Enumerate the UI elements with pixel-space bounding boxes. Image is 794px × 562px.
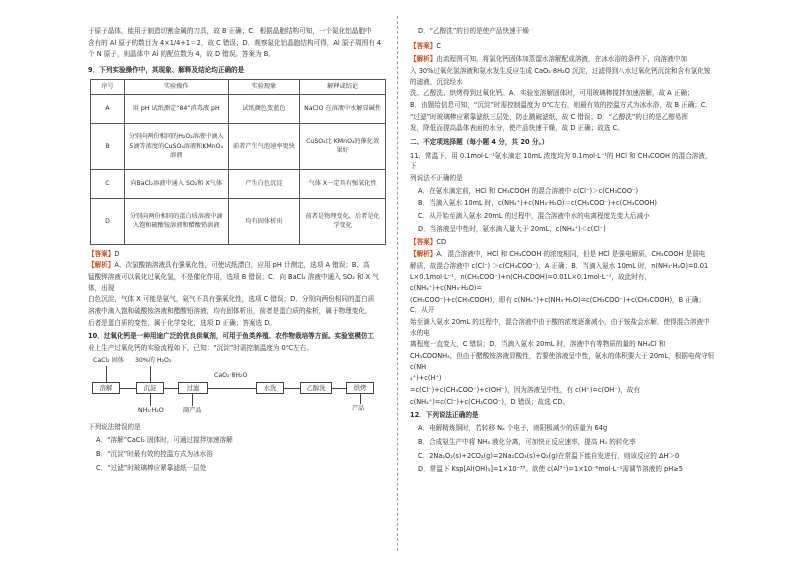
q11-analysis-line: ₄⁺)+c(H⁺) bbox=[410, 374, 442, 383]
answer-tag: 【答案】 bbox=[410, 41, 437, 50]
table-cell: 分别向两份相同的H₂O₂溶液中滴入5滴等浓度的CuSO₄溶液和KMnO₄溶液 bbox=[124, 123, 228, 169]
table-cell: 前者是物理变化，后者是化学变化 bbox=[300, 198, 386, 244]
table-cell: NaClO 在溶液中水解显碱性 bbox=[300, 94, 386, 123]
q10-question: 下列说法错误的是 bbox=[88, 422, 141, 431]
flow-connector bbox=[120, 388, 136, 389]
flow-step-box: 乙醇洗 bbox=[300, 382, 332, 394]
flow-input-label: 30%的 H₂O₂ bbox=[135, 356, 172, 364]
table-cell: CuSO₄比 KMnO₄的催化效果好 bbox=[300, 123, 386, 169]
answer-value: C bbox=[436, 41, 441, 50]
q9-stem: 9．下列实验操作中，其现象、解释及结论均正确的是 bbox=[88, 66, 245, 75]
q12-option: D．常温下 Ksp[Al(OH)₃]=1×10⁻³³。欲使 c(Al³⁺)=1×10⁻⁶mol·L⁻¹需调节溶液的 pH≥5 bbox=[418, 465, 683, 474]
table-cell: 前者产生气泡速率更快 bbox=[228, 123, 300, 169]
analysis-tag: 【解析】 bbox=[410, 55, 437, 64]
q11-option: A．在氨水滴定前，HCl 和 CH₃COOH 的混合溶液中 c(Cl⁻)＞c(CH₃COO⁻) bbox=[418, 186, 639, 195]
q10-analysis-line: 入 30%过氧化氢溶液和氨水发生反应生成 CaO₂·8H₂O 沉淀，过滤得到八水过氧化钙沉淀和含有氯化铵的滤液，沉淀经水 bbox=[410, 67, 711, 86]
table-header-cell: 解释或结论 bbox=[300, 79, 386, 94]
table-header-cell: 实验操作 bbox=[124, 79, 228, 94]
table-cell: 产生白色沉淀 bbox=[228, 169, 300, 198]
flow-arrow bbox=[150, 394, 151, 406]
q11-stem-line: 列说法不正确的是 bbox=[410, 174, 463, 183]
q8-tail-line: 个 N 原子，则晶体中 Al 的配位数为 4，故 D 错误。答案为 B。 bbox=[88, 50, 275, 59]
table-row bbox=[91, 94, 386, 123]
table-cell: 向BaCl₂溶液中通入 SO₂和 X气体 bbox=[124, 169, 228, 198]
flow-step-box: 水洗 bbox=[256, 382, 284, 394]
analysis-tag: 【解析】 bbox=[88, 261, 115, 270]
flow-connector bbox=[332, 388, 346, 389]
q11-option: D．当溶液呈中性时，氨水滴入量大于 20mL，c(NH₄⁺)＜c(Cl⁻) bbox=[418, 224, 606, 233]
q10-analysis-line: 洗、乙醇洗、烘烤得到过氧化钙。A．实验室溶解固体时，可用玻璃棒搅拌加速溶解，故 A 正确； bbox=[410, 89, 694, 98]
flow-input-label: CaCl₂ 固体 bbox=[93, 356, 124, 364]
q10-option: C．“过滤”时玻璃棒应紧靠滤纸一层处 bbox=[96, 463, 207, 472]
section-heading: 二、不定项选择题（每小题 4 分，共 20 分。） bbox=[410, 138, 549, 147]
answer-value: D bbox=[114, 249, 120, 258]
q9-table bbox=[90, 79, 386, 245]
flow-arrow bbox=[106, 366, 107, 382]
table-cell: 分别向两份相同的蛋白质溶液中滴入饱和硫酸铵溶液和醋酸铅溶液 bbox=[124, 198, 228, 244]
column-divider bbox=[397, 16, 398, 551]
q9-analysis-line: 【解析】A、次氯酸钠溶液具有强氧化性，可使试纸漂白，应用 pH 计测定，选项 A 错误；B、高 bbox=[88, 261, 370, 270]
table-row bbox=[91, 198, 386, 244]
q10-analysis-line: 发，降低而提高晶体表面的水分，使产品快速干燥，故 D 正确；故选 C。 bbox=[410, 124, 624, 133]
table-row bbox=[91, 169, 386, 198]
q11-option: C．从开始至滴入氨水 20mL 的过程中，混合溶液中水的电离程度先变大后减小 bbox=[418, 212, 650, 221]
table-row bbox=[91, 123, 386, 169]
table-header-cell: 序号 bbox=[91, 79, 125, 94]
table-header-row bbox=[91, 79, 386, 94]
q11-stem-line: 11．常温下，用 0.1mol·L⁻¹氨水滴定 10mL 浓度均为 0.1mol·L⁻¹的 HCl 和 CH₃COOH 的混合溶液，下 bbox=[410, 151, 712, 171]
flow-bottom-input-label: NH₃·H₂O bbox=[138, 406, 164, 414]
flow-connector bbox=[284, 388, 300, 389]
q10-analysis-line: B．由题给信息可知，“沉淀”时需控制温度为 0℃左右，则最有效的控温方式为冰水浴，故 B 正确；C． bbox=[410, 101, 713, 110]
q9-analysis-line: 溶液中滴入饱和硫酸铵溶液和醋酸铅溶液，均有固体析出，前者是蛋白质的盐析，属于物理变化， bbox=[88, 307, 372, 316]
q12-option: A．电解精炼铜时，若转移 Nₐ 个电子，则阳极减少的质量为 64g bbox=[418, 424, 608, 433]
q10-option: A．“溶解”CaCl₂ 固体时，可通过搅拌加速溶解 bbox=[96, 436, 233, 445]
q11-analysis-line: c(NH₄⁺)=c(Cl⁻)+c(CH₃COO⁻)，D 错误；故选 CD。 bbox=[410, 397, 570, 406]
q11-analysis-line: 解质，故混合溶液中 c(Cl⁻) ＞c(CH₃COO⁻)，A 正确；B．当滴入氨水 10mL 时，n(NH₃·H₂O)=0.01 bbox=[410, 261, 709, 270]
right-column bbox=[410, 26, 716, 476]
flow-by-product-label: 副产品 bbox=[183, 406, 202, 414]
table-header-cell: 实验现象 bbox=[228, 79, 300, 94]
q10-option: B．“沉淀”时最有效的控温方式为冰水浴 bbox=[96, 450, 213, 459]
flow-connector bbox=[208, 388, 256, 389]
flow-arrow bbox=[150, 366, 151, 382]
left-column bbox=[88, 26, 388, 474]
flow-arrow bbox=[360, 394, 361, 404]
q11-option: B．当滴入氨水 10mL 时，c(NH₄⁺)+c(NH₃·H₂O)＝c(CH₃COO⁻)+c(CH₃COOH) bbox=[418, 199, 657, 208]
flow-connector bbox=[164, 388, 178, 389]
table-cell: C bbox=[91, 169, 125, 198]
q9-answer bbox=[88, 249, 388, 260]
q10-stem-line: 业上生产过氧化钙的实验流程如下。已知：“沉淀”时需控制温度为 0℃左右。 bbox=[88, 344, 313, 353]
table-cell: 气体 X一定具有强氧化性 bbox=[300, 169, 386, 198]
table-cell: A bbox=[91, 94, 125, 123]
table-cell: 用 pH 试纸测定“84”消毒液 pH bbox=[124, 94, 228, 123]
q10-analysis-line: “过滤”时玻璃棒应紧靠滤纸三层处，防止戳破滤纸，故 C 错误；D．“乙醇洗”的目的是乙醇易挥 bbox=[410, 112, 689, 121]
answer-tag: 【答案】 bbox=[88, 249, 115, 258]
q9-analysis-line: 白色沉淀，气体 X 可能是氨气，氨气不具有强氧化性，选项 C 错误；D．分别向两份相同的蛋白质 bbox=[88, 295, 375, 304]
q11-analysis-line: (CH₃COO⁻)+c(CH₃COOH)，即有 c(NH₄⁺)+c(NH₃·H₂O)=c(CH₃COO⁻)+c(CH₃COOH)，B 正确；C．从开 bbox=[410, 295, 706, 315]
flow-step-box: 烘烤 bbox=[346, 382, 374, 394]
q12-option: B．合成氨生产中将 NH₃ 液化分离，可加快正反应速率，提高 H₂ 的转化率 bbox=[418, 437, 636, 446]
flow-mid-product-label: CaO₂·8H₂O bbox=[214, 371, 248, 379]
q9-analysis-line: 后者是蛋白质的变性，属于化学变化，选项 D 正确；答案选 D。 bbox=[88, 318, 276, 327]
answer-tag: 【答案】 bbox=[410, 238, 437, 247]
table-cell: 均有固体析出 bbox=[228, 198, 300, 244]
flow-step-box: 溶解 bbox=[92, 382, 120, 394]
flow-arrow bbox=[192, 394, 193, 406]
q11-analysis-line: 【解析】A．混合溶液中，HCl 和 CH₃COOH 的浓度相同，但是 HCl 是强电解质，CH₃COOH 是弱电 bbox=[410, 250, 706, 259]
q11-analysis-line: =c(Cl⁻)+c(CH₃COO⁻)+c(OH⁻)，因为溶液呈中性，有 c(H⁺)=c(OH⁻)，故有 bbox=[410, 386, 641, 395]
q12-option: C．2Na₂O₂(s)+2CO₂(g)=2Na₂CO₃(s)+O₂(g)在常温下能自发进行，则该反应的 ΔH＞0 bbox=[418, 451, 680, 460]
answer-value: CD bbox=[436, 238, 447, 247]
q10-option: D．“乙醇洗”的目的是使产品快速干燥 bbox=[418, 27, 529, 35]
q10-answer bbox=[410, 41, 716, 52]
process-flow-diagram bbox=[88, 356, 378, 420]
table-cell: 试纸颜色变蓝色 bbox=[228, 94, 300, 123]
q11-analysis-line: CH₃COONH₄，但由于醋酸铵溶液显酸性，若要使溶液呈中性，氨水的体积要大于 20mL，根据电荷守恒 c(NH bbox=[410, 352, 715, 371]
q8-tail-line: 于原子晶体，能用于制造切割金属的刀具，故 B 正确；C．根据晶胞结构可知，一个氮化铝晶胞中 bbox=[88, 27, 372, 35]
flow-step-box: 沉淀 bbox=[136, 382, 164, 394]
q12-stem: 12．下列说法正确的是 bbox=[410, 410, 479, 419]
analysis-tag: 【解析】 bbox=[410, 250, 437, 259]
q11-analysis-line: L×0.1mol·L⁻¹，n(CH₃COO⁻)+n(CH₃COOH)=0.01L×0.1mol·L⁻¹，故此时有，c(NH₄⁺)+c(NH₃·H₂O)= bbox=[410, 273, 652, 293]
q8-tail-line: 含有的 Al 原子的数目为 4×1/4+1＝2，故 C 错误；D．观察氮化铝晶胞结构可得，Al 原子周围有 4 bbox=[88, 38, 382, 47]
flow-product-label: 产品 bbox=[352, 404, 365, 412]
table-cell: D bbox=[91, 198, 125, 244]
q11-analysis-line: 始至滴入氨水 20mL 的过程中，混合溶液中由于酸的浓度逐渐减小，由于铵盐会水解，使得混合溶液中水的电 bbox=[410, 318, 710, 337]
q10-analysis-line: 【解析】由流程图可知，将氯化钙固体加蒸馏水溶解配成溶液，在冰水浴的条件下，向溶液中加 bbox=[410, 55, 687, 64]
flow-step-box: 过滤 bbox=[178, 382, 208, 394]
q11-answer bbox=[410, 237, 716, 248]
q10-stem-line: 10．过氧化钙是一种用途广泛的优良供氧剂，可用于鱼类养殖、农作物栽培等方面。实验室模仿工 bbox=[88, 332, 375, 341]
q9-analysis-line: 锰酸钾溶液可以氧化过氧化氢，不是催化作用，选项 B 错误；C．向 BaCl₂ 溶液中通入 SO₂ 和 X 气体，出现 bbox=[88, 273, 379, 292]
q11-analysis-line: 离程度一直变大，C 错误；D．当滴入氨水 20mL 时，溶液中有等物质的量的 NH₄Cl 和 bbox=[410, 340, 666, 349]
table-cell: B bbox=[91, 123, 125, 169]
